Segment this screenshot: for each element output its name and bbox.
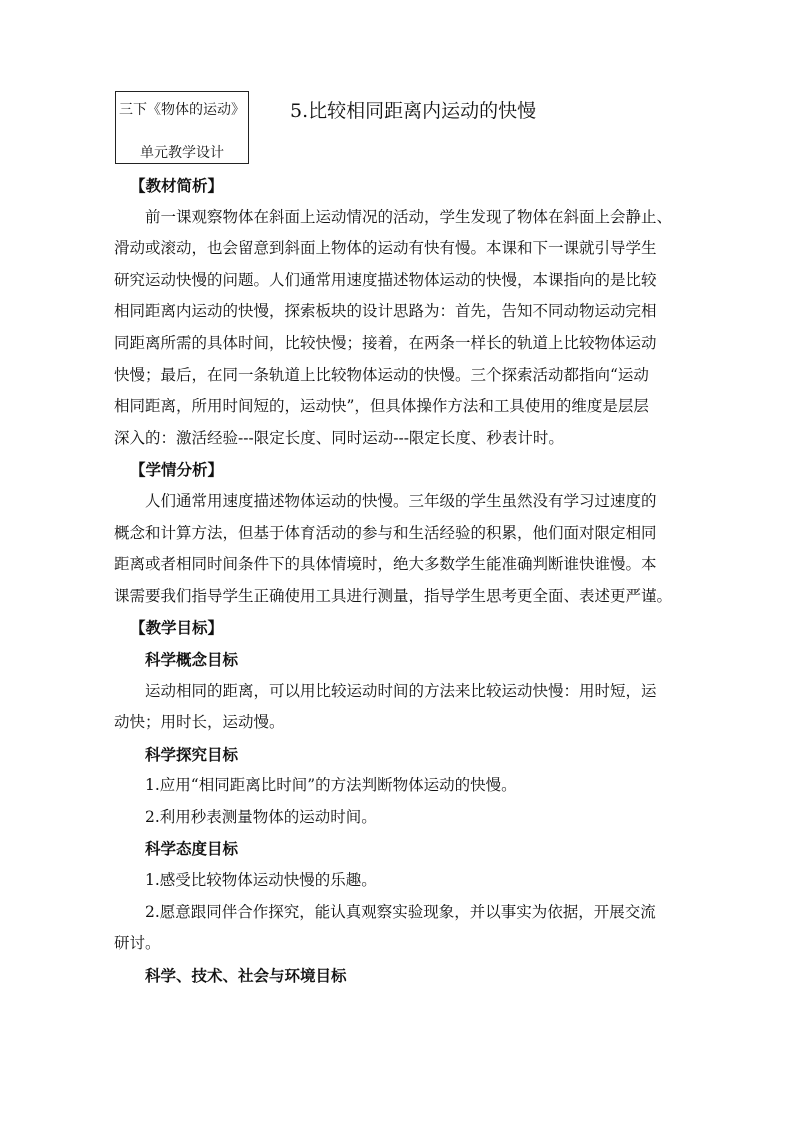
unit-name: 三下《物体的运动》: [119, 102, 245, 118]
section-heading-students: 【学情分析】: [130, 460, 224, 480]
list-item: 2.利用秒表测量物体的运动时间。: [145, 807, 377, 826]
paragraph-line: 快慢；最后，在同一条轨道上比较物体运动的快慢。三个探索活动都指向“运动: [114, 365, 649, 384]
subheading-concept-goal: 科学概念目标: [145, 649, 239, 669]
paragraph-line: 人们通常用速度描述物体运动的快慢。三年级的学生虽然没有学习过速度的: [145, 491, 657, 510]
subheading-attitude-goal: 科学态度目标: [145, 839, 239, 859]
unit-label-box: [115, 91, 249, 164]
paragraph-line: 研究运动快慢的问题。人们通常用速度描述物体运动的快慢，本课指向的是比较: [114, 270, 657, 289]
paragraph-line: 距离或者相同时间条件下的具体情境时，绝大多数学生能准确判断谁快谁慢。本: [114, 555, 657, 574]
paragraph-line: 相同距离，所用时间短的，运动快”，但具体操作方法和工具使用的维度是层层: [114, 397, 649, 416]
paragraph-line: 动快；用时长，运动慢。: [114, 713, 285, 732]
document-body: [114, 170, 684, 991]
subheading-stse-goal: 科学、技术、社会与环境目标: [145, 965, 347, 985]
paragraph-line: 运动相同的距离，可以用比较运动时间的方法来比较运动快慢：用时短，运: [145, 681, 657, 700]
unit-subtitle: 单元教学设计: [140, 145, 224, 161]
lesson-title: 5.比较相同距离内运动的快慢: [290, 100, 537, 122]
list-item: 2.愿意跟同伴合作探究，能认真观察实验现象，并以事实为依据，开展交流: [145, 902, 656, 921]
paragraph-line: 滑动或滚动，也会留意到斜面上物体的运动有快有慢。本课和下一课就引导学生: [114, 239, 657, 258]
paragraph-line: 深入的：激活经验---限定长度、同时运动---限定长度、秒表计时。: [114, 428, 564, 447]
paragraph-line: 研讨。: [114, 934, 161, 953]
list-item: 1.感受比较物体运动快慢的乐趣。: [145, 871, 377, 890]
list-item: 1.应用“相同距离比时间”的方法判断物体运动的快慢。: [145, 776, 517, 795]
paragraph-line: 同距离所需的具体时间，比较快慢；接着，在两条一样长的轨道上比较物体运动: [114, 333, 657, 352]
section-heading-material: 【教材简析】: [130, 176, 224, 195]
paragraph-line: 课需要我们指导学生正确使用工具进行测量，指导学生思考更全面、表述更严谨。: [114, 586, 673, 605]
section-heading-goals: 【教学目标】: [130, 618, 224, 638]
paragraph-line: 概念和计算方法，但基于体育活动的参与和生活经验的积累，他们面对限定相同: [114, 523, 657, 542]
paragraph-line: 前一课观察物体在斜面上运动情况的活动，学生发现了物体在斜面上会静止、: [145, 207, 673, 226]
paragraph-line: 相同距离内运动的快慢，探索板块的设计思路为：首先，告知不同动物运动完相: [114, 302, 657, 321]
subheading-inquiry-goal: 科学探究目标: [145, 744, 239, 764]
